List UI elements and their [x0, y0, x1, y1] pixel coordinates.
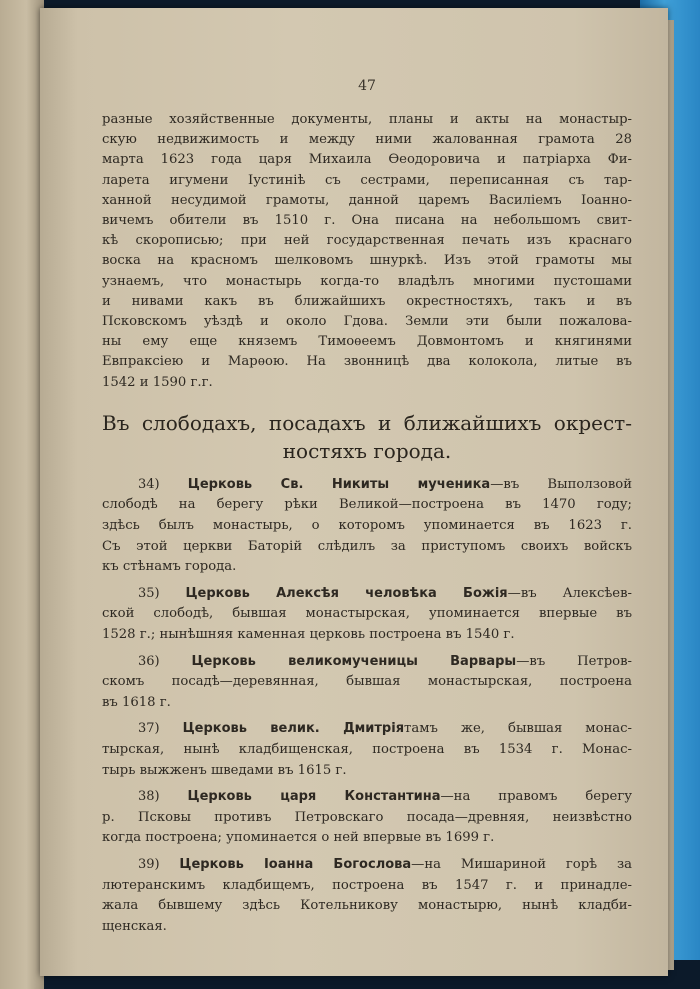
entry-first-line: [102, 475, 632, 496]
text-line: слободѣ на берегу рѣки Великой—построена въ 1470 году;: [102, 497, 632, 513]
text-line: вичемъ обители въ 1510 г. Она писана на небольшомъ свит-: [102, 213, 632, 229]
text-line: когда построена; упоминается о ней впервые въ 1699 г.: [102, 830, 495, 846]
church-name: Церковь Алексѣя человѣка Божія: [185, 585, 508, 601]
intro-paragraph: [102, 110, 632, 393]
page-content: [102, 80, 632, 937]
text-line: ларета игумени Іустиніѣ съ сестрами, переписанная съ тар-: [102, 172, 632, 188]
entry-number: 36): [138, 653, 192, 669]
text-line: скую недвижимость и между ними жалованная грамота 28: [102, 132, 632, 148]
church-entry: [102, 719, 632, 781]
church-name: Церковь Іоанна Богослова: [179, 856, 412, 872]
church-name: Церковь Св. Никиты мученика: [187, 476, 491, 492]
text-line: кѣ скорописью; при ней государственная печать изъ краснаго: [102, 233, 632, 249]
text-line: р. Псковы противъ Петровскаго посада—древняя, неизвѣстно: [102, 809, 632, 825]
text-line: къ стѣнамъ города.: [102, 559, 237, 575]
heading-line: ностяхъ города.: [282, 438, 452, 463]
text-line: жала бывшему здѣсь Котельникову монастырю, нынѣ кладби-: [102, 898, 632, 914]
text-line: и нивами какъ въ ближайшихъ окрестностяхъ, такъ и въ: [102, 293, 632, 309]
text-line: здѣсь былъ монастырь, о которомъ упоминается въ 1623 г.: [102, 518, 632, 534]
church-entry: [102, 652, 632, 714]
text-line: марта 1623 года царя Михаила Ѳеодоровича и патріарха Фи-: [102, 152, 632, 168]
entry-number: 39): [138, 856, 180, 872]
entry-first-text: —на Мишариной горѣ за: [411, 856, 632, 872]
entry-first-text: —въ Петров-: [516, 653, 632, 669]
text-line: разные хозяйственные документы, планы и акты на монастыр-: [102, 112, 632, 127]
church-name: Церковь великомученицы Варвары: [191, 653, 517, 669]
entry-number: 35): [138, 585, 186, 601]
text-line: Псковскомъ уѣздѣ и около Гдова. Земли эти были пожалова-: [102, 314, 632, 330]
entry-first-line: [102, 584, 632, 605]
entry-first-text: —на правомъ берегу: [440, 789, 632, 805]
church-entry: [102, 855, 632, 937]
text-line: въ 1618 г.: [102, 694, 171, 710]
section-heading: [102, 409, 632, 465]
text-line: 1542 и 1590 г.г.: [102, 374, 213, 390]
entry-first-text: —въ Выползовой: [490, 476, 632, 492]
entry-first-text: тамъ же, бывшая монас-: [404, 721, 633, 737]
church-entries: [102, 475, 632, 937]
book-page: [40, 8, 668, 976]
left-facing-page: [0, 0, 44, 989]
entry-number: 37): [138, 721, 183, 737]
text-line: тырь выжженъ шведами въ 1615 г.: [102, 762, 347, 778]
text-line: узнаемъ, что монастырь когда-то владѣлъ многими пустошами: [102, 273, 632, 289]
text-line: ханной несудимой грамоты, данной царемъ Василіемъ Іоанно-: [102, 192, 632, 208]
entry-first-text: —въ Алексѣев-: [507, 585, 632, 601]
church-entry: [102, 475, 632, 578]
text-line: скомъ посадѣ—деревянная, бывшая монастырская, построена: [102, 674, 632, 690]
text-line: лютеранскимъ кладбищемъ, построена въ 1547 г. и принадле-: [102, 877, 632, 893]
church-name: Церковь велик. Дмитрія: [182, 721, 405, 737]
text-line: ны ему еще княземъ Тимоѳеемъ Довмонтомъ и княгинями: [102, 334, 632, 350]
entry-first-line: [102, 855, 632, 876]
text-line: щенская.: [102, 918, 167, 934]
church-name: Церковь царя Константина: [187, 789, 441, 805]
text-line: Евпраксіею и Марѳою. На звонницѣ два колокола, литые въ: [102, 354, 632, 370]
entry-number: 38): [138, 789, 188, 805]
text-line: воска на красномъ шелковомъ шнуркѣ. Изъ этой грамоты мы: [102, 253, 632, 269]
church-entry: [102, 584, 632, 646]
text-line: 1528 г.; нынѣшняя каменная церковь построена въ 1540 г.: [102, 627, 515, 642]
entry-number: 34): [138, 476, 188, 492]
text-line: тырская, нынѣ кладбищенская, построена въ 1534 г. Монас-: [102, 741, 632, 757]
page-number: 47: [358, 78, 376, 94]
entry-first-line: [102, 652, 632, 673]
entry-first-line: [102, 787, 632, 808]
entry-first-line: [102, 719, 632, 740]
text-line: Съ этой церкви Баторій слѣдилъ за приступомъ своихъ войскъ: [102, 538, 632, 554]
text-line: ской слободѣ, бывшая монастырская, упоминается впервые въ: [102, 606, 632, 622]
heading-line: Въ слободахъ, посадахъ и ближайшихъ окрест-: [102, 410, 632, 435]
church-entry: [102, 787, 632, 849]
